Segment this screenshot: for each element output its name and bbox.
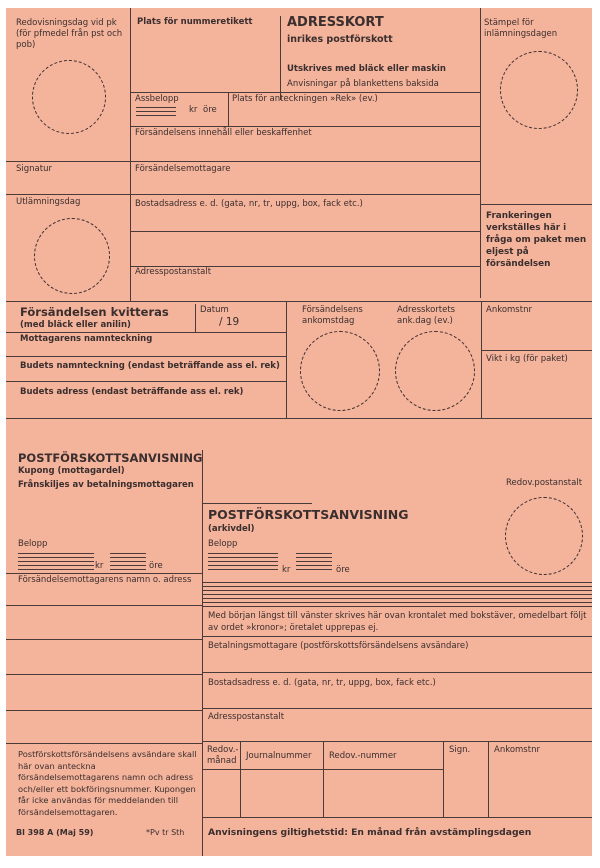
contents-label: Försändelsens innehåll eller beskaffenhet [135, 128, 312, 138]
instructions-note: Anvisningar på blankettens baksida [287, 79, 439, 89]
archive-post-office-label: Redov.postanstalt [506, 478, 583, 488]
messenger-signature-label: Budets namnteckning (endast beträffande ass el. rek) [20, 361, 280, 371]
ass-amount-label: Assbelopp [135, 94, 179, 104]
archive-amount-label: Belopp [208, 539, 238, 549]
form-title: ADRESSKORT [287, 15, 384, 30]
nummeretikett-label: Plats för nummeretikett [137, 17, 253, 27]
receipt-subtitle: (med bläck eller anilin) [20, 320, 131, 330]
address-label: Bostadsadress e. d. (gata, nr, tr, uppg, box, fack etc.) [135, 199, 363, 209]
arrival-stamp-circle[interactable] [300, 331, 380, 411]
redov-number-label: Redov.-nummer [329, 751, 397, 761]
delivery-day-label: Utlämningsdag [16, 197, 81, 207]
weight-label: Vikt i kg (för paket) [486, 354, 568, 364]
arrival-day-label: Försändelsens ankomstdag [302, 305, 363, 326]
archive-kr-unit: kr [282, 565, 291, 575]
archive-stamp-circle[interactable] [505, 497, 583, 575]
coupon-recipient-label: Försändelsemottagarens namn o. adress [18, 575, 192, 585]
card-arrival-stamp-circle[interactable] [395, 331, 475, 411]
card-arrival-label: Adresskortets ank.dag (ev.) [397, 305, 456, 326]
archive-title: POSTFÖRSKOTTSANVISNING [208, 507, 409, 522]
printer-mark: *Pv tr Sth [146, 828, 185, 837]
sign-label: Sign. [449, 745, 471, 755]
coupon-ore-unit: öre [149, 561, 163, 571]
arrival-number-label: Ankomstnr [486, 305, 532, 315]
ore-unit: öre [203, 105, 217, 115]
coupon-amount-label: Belopp [18, 539, 48, 549]
signature-label: Signatur [16, 164, 52, 174]
delivery-stamp-circle[interactable] [34, 218, 110, 294]
messenger-address-label: Budets adress (endast beträffande ass el. rek) [20, 387, 244, 397]
date-label: Datum [200, 305, 229, 315]
kr-unit: kr [189, 105, 198, 115]
coupon-kind: Kupong (mottagardel) [18, 466, 125, 476]
month-label: Redov.-månad [207, 745, 239, 766]
stamp-label: Stämpel för inlämningsdagen [484, 18, 558, 39]
archive-ore-unit: öre [336, 565, 350, 575]
coupon-title: POSTFÖRSKOTTSANVISNING [18, 451, 203, 465]
coupon-detach-note: Frånskiljes av betalningsmottagaren [18, 480, 194, 490]
coupon-kr-unit: kr [95, 561, 104, 571]
archive-kind: (arkivdel) [208, 524, 255, 534]
ink-note: Utskrives med bläck eller maskin [287, 64, 446, 74]
archive-arrival-no-label: Ankomstnr [494, 745, 540, 755]
franking-note: Frankeringen verkställes här i fråga om paket men eljest på försändelsen [486, 211, 587, 269]
receipt-title: Försändelsen kvitteras [20, 305, 169, 319]
form-subtitle: inrikes postförskott [287, 34, 393, 45]
journal-label: Journalnummer [246, 751, 312, 761]
archive-post-office2-label: Adresspostanstalt [208, 712, 285, 722]
coupon-sender-note: Postförskottsförsändelsens avsändare skall här ovan anteckna försändelsemottagarens namn och adress och/eller ett bokföringsnummer. Kupongen får icke användas för meddelanden till försändelsemottagaren. [18, 749, 197, 817]
postal-form-card [6, 8, 592, 856]
archive-instruction: Med början längst till vänster skrives här ovan krontalet med bokstäver, omedelbart följt av ordet »kronor»; öretalet upprepas ej. [208, 611, 587, 633]
rek-label: Plats för anteckningen »Rek» (ev.) [232, 94, 378, 104]
recipient-label: Försändelsemottagare [135, 164, 231, 174]
redov-day-label: Redovisningsdag vid pk (för pfmedel från pst och pob) [16, 18, 123, 50]
inlamning-stamp-circle[interactable] [500, 51, 578, 129]
payee-label: Betalningsmottagare (postförskottsförsändelsens avsändare) [208, 641, 469, 651]
date-value: / 19 [219, 316, 240, 328]
archive-address-label: Bostadsadress e. d. (gata, nr, tr, uppg, box, fack etc.) [208, 678, 436, 688]
form-code: Bl 398 A (Maj 59) [16, 828, 94, 837]
redov-day-stamp-circle[interactable] [32, 60, 106, 134]
validity-note: Anvisningens giltighetstid: En månad från avstämplingsdagen [208, 827, 532, 838]
recipient-signature-label: Mottagarens namnteckning [20, 334, 153, 344]
post-office-label: Adresspostanstalt [135, 267, 212, 277]
